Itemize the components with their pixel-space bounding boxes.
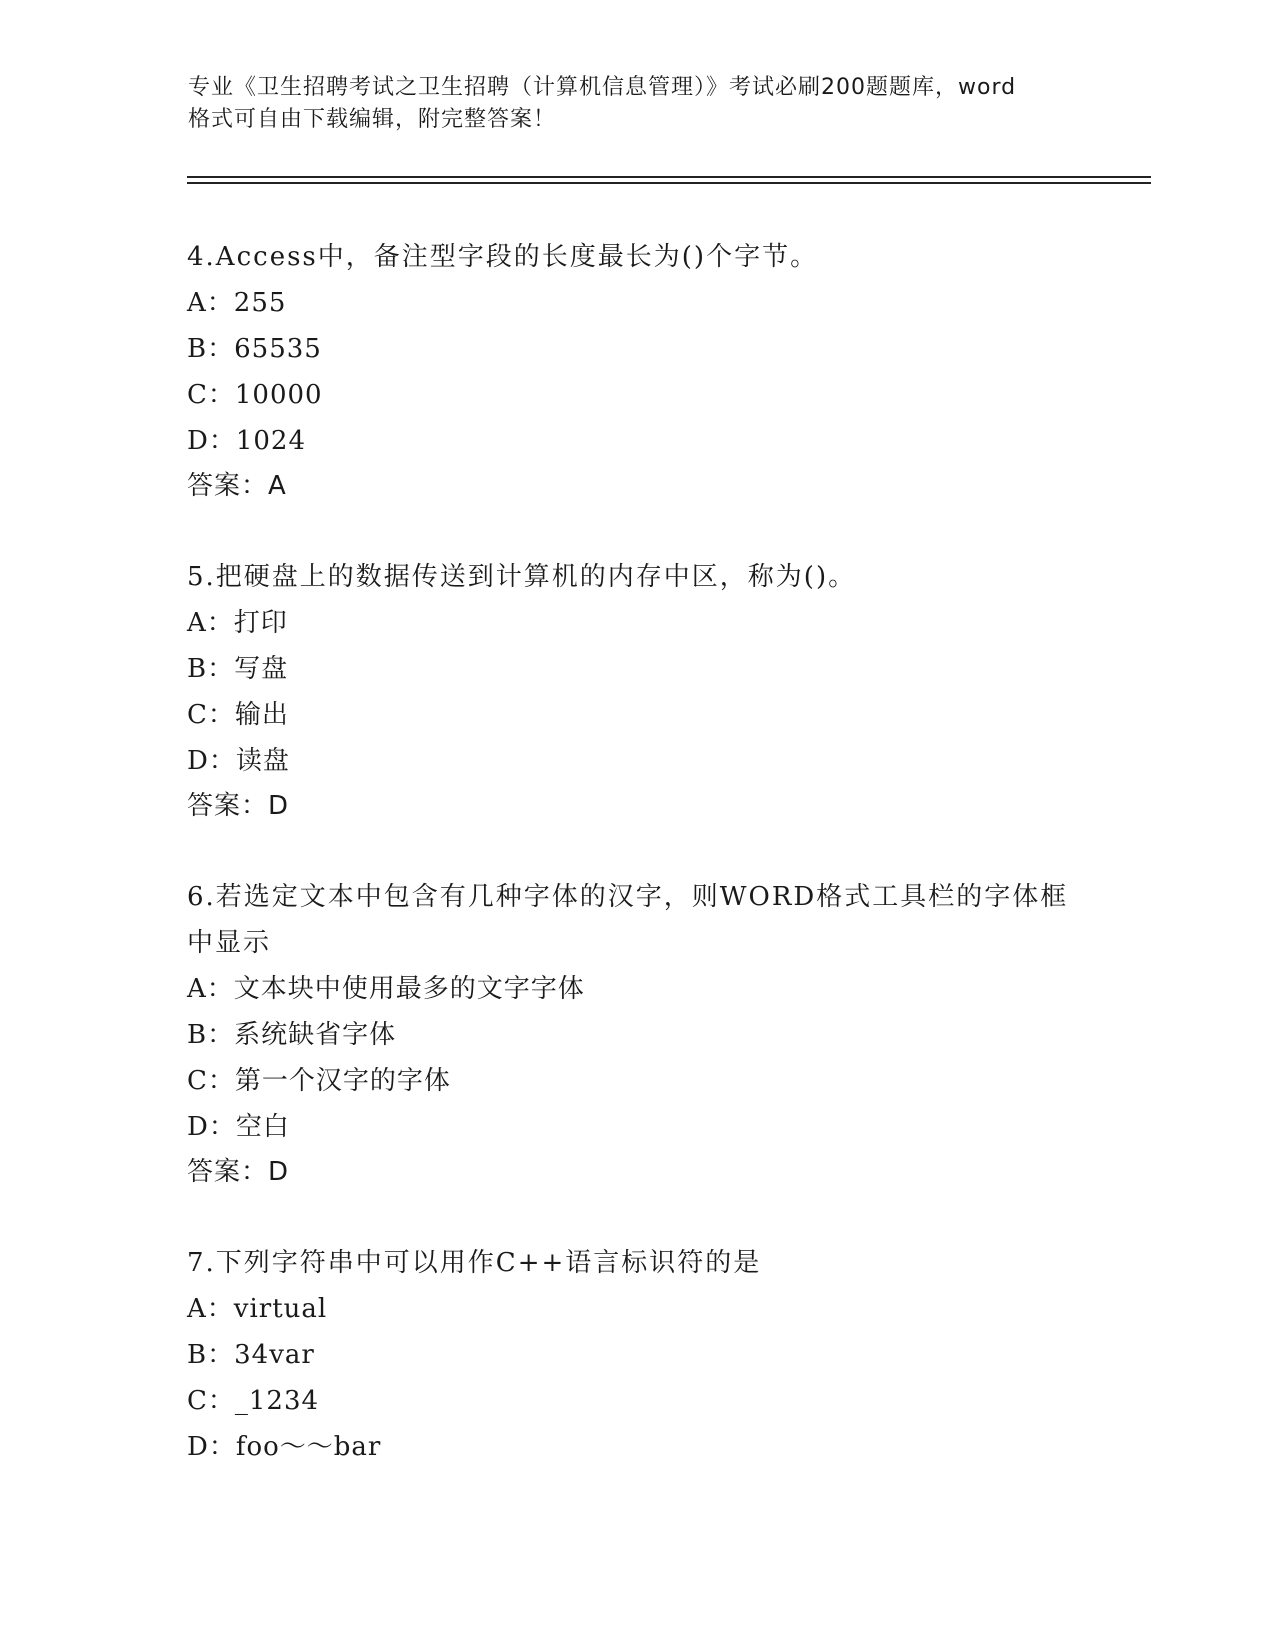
option-c: C：输出 (187, 700, 289, 730)
option-a: A：打印 (187, 608, 288, 638)
option-d: D：空白 (187, 1112, 290, 1142)
question-4 (187, 234, 1087, 508)
header-divider-bottom (187, 182, 1151, 184)
option-b: B：34var (187, 1340, 315, 1370)
answer: 答案：A (187, 471, 287, 501)
question-text: 7.下列字符串中可以用作C++语言标识符的是 (187, 1248, 762, 1278)
question-text-line-1: 6.若选定文本中包含有几种字体的汉字，则WORD格式工具栏的字体框 (187, 882, 1069, 912)
option-b: B：写盘 (187, 654, 289, 684)
option-d: D：1024 (187, 426, 307, 456)
question-text: 4.Access中，备注型字段的长度最长为()个字节。 (187, 242, 819, 272)
question-text-line-2: 中显示 (187, 928, 272, 958)
option-d: D：读盘 (187, 746, 290, 776)
header-divider-top (187, 176, 1151, 178)
question-6 (187, 874, 1087, 1194)
option-b: B：系统缺省字体 (187, 1020, 397, 1050)
option-b: B：65535 (187, 334, 322, 364)
document-header (188, 72, 1088, 136)
option-a: A：virtual (187, 1294, 328, 1324)
question-7 (187, 1240, 1087, 1470)
option-a: A：255 (187, 288, 287, 318)
option-d: D：foo～～bar (187, 1432, 382, 1462)
question-5 (187, 554, 1087, 828)
answer: 答案：D (187, 1157, 290, 1187)
option-a: A：文本块中使用最多的文字字体 (187, 974, 585, 1004)
option-c: C：第一个汉字的字体 (187, 1066, 451, 1096)
answer: 答案：D (187, 791, 290, 821)
option-c: C：_1234 (187, 1386, 320, 1416)
header-line-2: 格式可自由下载编辑，附完整答案！ (188, 107, 557, 132)
header-line-1: 专业《卫生招聘考试之卫生招聘（计算机信息管理）》考试必刷200题题库，word (188, 75, 1017, 100)
option-c: C：10000 (187, 380, 323, 410)
question-text: 5.把硬盘上的数据传送到计算机的内存中区，称为()。 (187, 562, 857, 592)
